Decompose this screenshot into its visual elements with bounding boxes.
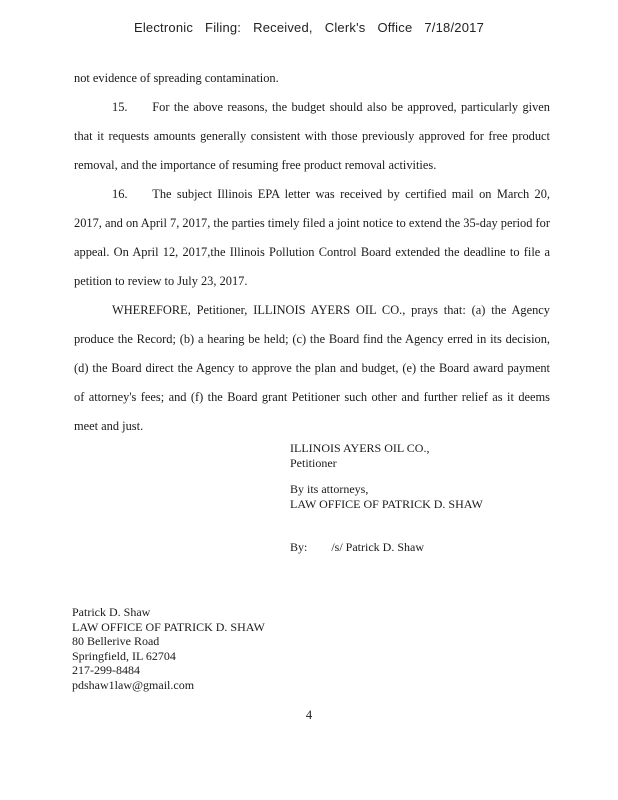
signature-by-attorneys: By its attorneys, xyxy=(290,482,369,496)
page-number: 4 xyxy=(305,708,313,722)
signature-line xyxy=(290,540,550,555)
wherefore-paragraph: WHEREFORE, Petitioner, ILLINOIS AYERS OIL CO., prays that: (a) the Agency produce the Record; (b) a hearing be held; (c) the Board find the Agency erred in its decision, (d) the Board direct the Agency to approve the plan and budget, (e) the Board award payment of attorney's fees; and (f) the Board grant Petitioner such other and further relief as it deems meet and just. xyxy=(74,303,550,433)
header-filing: Filing: xyxy=(205,20,242,35)
address-block xyxy=(72,605,372,692)
signature-by-label: By: xyxy=(290,540,308,554)
address-street: 80 Bellerive Road xyxy=(72,634,160,648)
header-received: Received, xyxy=(253,20,313,35)
signature-attorneys xyxy=(290,482,550,512)
header-office: Office xyxy=(377,20,413,35)
signature-role: Petitioner xyxy=(290,456,337,470)
filing-header xyxy=(0,20,618,35)
paragraph-15: 15. For the above reasons, the budget should also be approved, particularly given that it requests amounts generally consistent with those previously approved for free product removal, and the importance of resuming free product removal activities. xyxy=(74,100,550,172)
signature-law-office: LAW OFFICE OF PATRICK D. SHAW xyxy=(290,497,483,511)
address-phone: 217-299-8484 xyxy=(72,663,140,677)
paragraph-16: 16. The subject Illinois EPA letter was received by certified mail on March 20, 2017, and on April 7, 2017, the parties timely filed a joint notice to extend the 35-day period for appeal. On April 12, 2017,the Illinois Pollution Control Board extended the deadline to file a petition to review to July 23, 2017. xyxy=(74,187,550,288)
address-email: pdshaw1law@gmail.com xyxy=(72,677,195,692)
header-clerks: Clerk's xyxy=(324,20,366,35)
header-electronic: Electronic xyxy=(133,20,194,35)
continued-paragraph: not evidence of spreading contamination. xyxy=(74,71,279,85)
address-name: Patrick D. Shaw xyxy=(72,605,151,619)
address-city: Springfield, IL 62704 xyxy=(72,648,176,663)
header-date: 7/18/2017 xyxy=(424,20,485,35)
signature-party xyxy=(290,441,550,471)
address-office: LAW OFFICE OF PATRICK D. SHAW xyxy=(72,619,265,634)
signature-signed: /s/ Patrick D. Shaw xyxy=(331,540,425,554)
signature-company: ILLINOIS AYERS OIL CO., xyxy=(290,441,430,455)
